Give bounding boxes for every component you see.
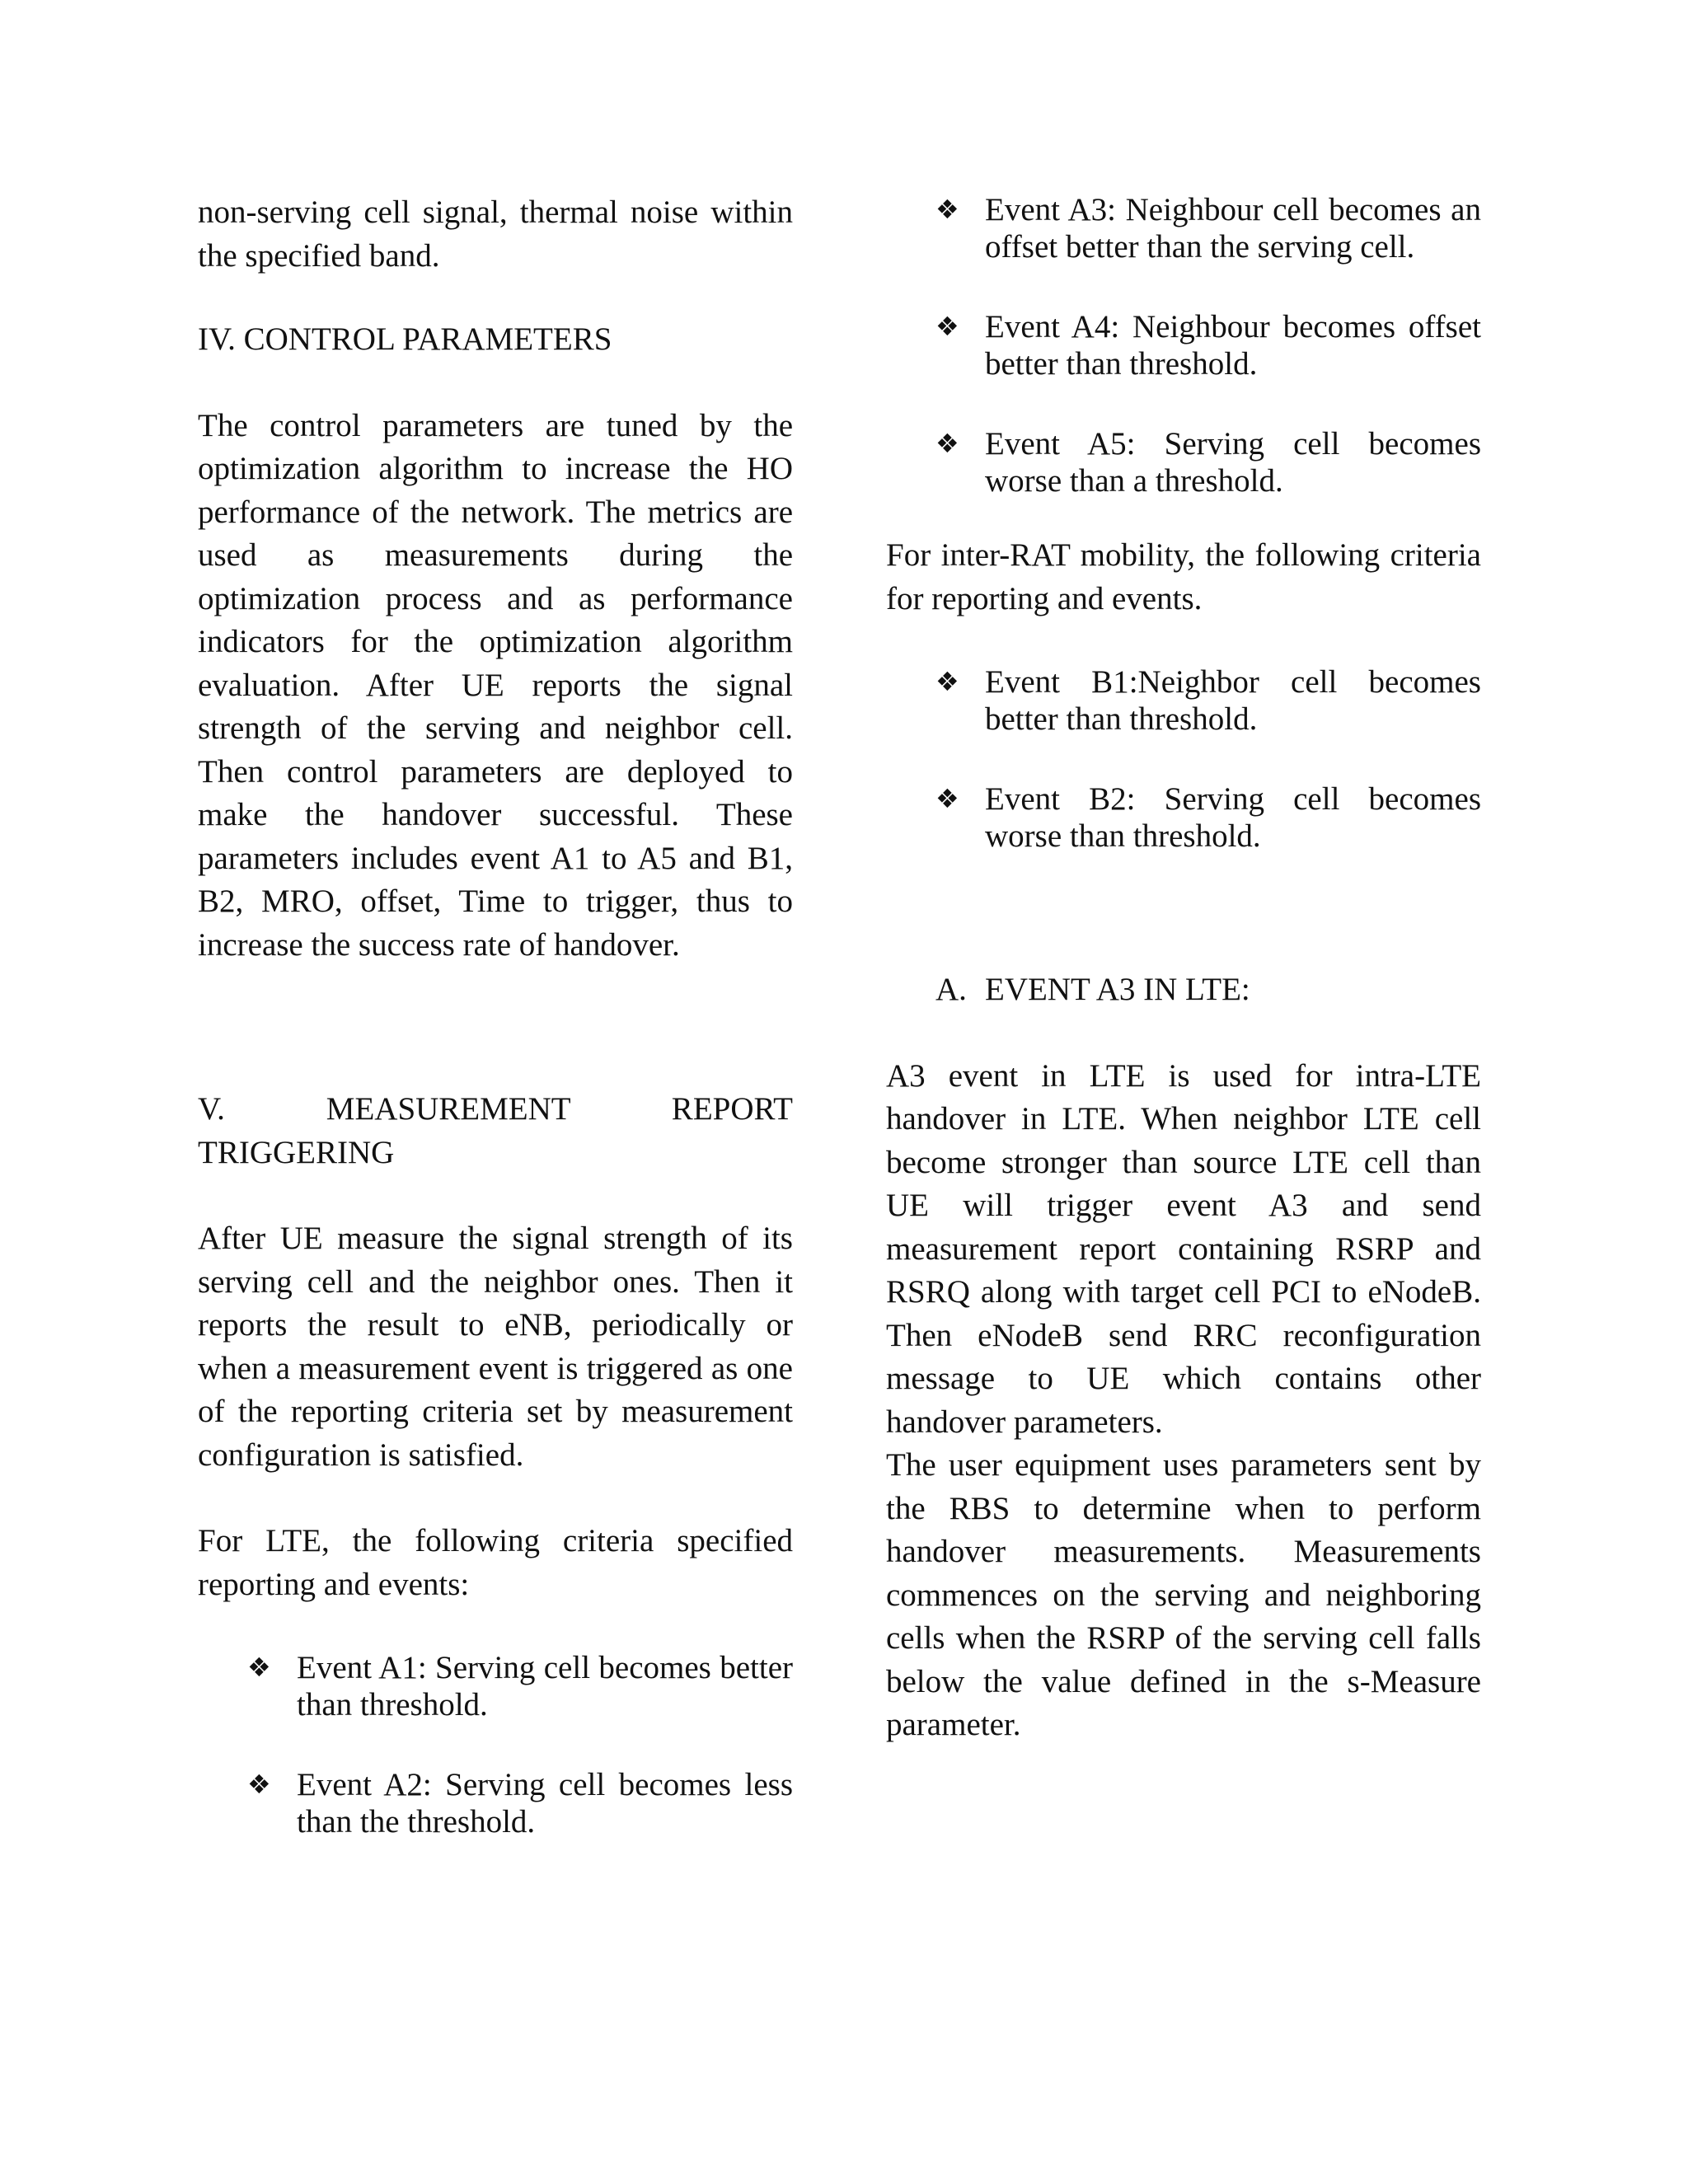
right-column: [886, 191, 1481, 1747]
event-a1-text: Event A1: Serving cell becomes better than threshold.: [297, 1650, 793, 1722]
bullet-diamond-icon: ❖: [935, 666, 959, 697]
list-item: [886, 191, 1481, 265]
bullet-diamond-icon: ❖: [935, 311, 959, 342]
subsection-a-body-2: The user equipment uses parameters sent by the RBS to determine when to perform handover measurements. Measurements commences on the serving and neighboring cells when the RSRP of the serving cell falls below the value defined in the s-Measure parameter.: [886, 1447, 1481, 1742]
bullet-diamond-icon: ❖: [935, 783, 959, 814]
subsection-a-title: EVENT A3 IN LTE:: [985, 972, 1250, 1007]
list-item: [198, 1649, 793, 1723]
section-v-heading: V. MEASUREMENT REPORT TRIGGERING: [198, 1091, 793, 1170]
bullet-diamond-icon: ❖: [935, 428, 959, 459]
lte-event-list-continued: [886, 191, 1481, 499]
event-a3-text: Event A3: Neighbour cell becomes an offset better than the serving cell.: [985, 192, 1481, 265]
event-b2-text: Event B2: Serving cell becomes worse than threshold.: [985, 781, 1481, 854]
bullet-diamond-icon: ❖: [247, 1652, 271, 1683]
section-iv-body: The control parameters are tuned by the optimization algorithm to increase the HO performance of the network. The metrics are used as measurements during the optimization process and as performance indicators for the optimization algorithm evaluation. After UE reports the signal strength of the serving and neighbor cell. Then control parameters are deployed to make the handover successful. These parameters includes event A1 to A5 and B1, B2, MRO, offset, Time to trigger, thus to increase the success rate of handover.: [198, 407, 793, 963]
list-item: [886, 780, 1481, 855]
lte-intro-paragraph: For LTE, the following criteria specified reporting and events:: [198, 1523, 793, 1602]
list-item: [886, 663, 1481, 738]
event-a5-text: Event A5: Serving cell becomes worse than a threshold.: [985, 426, 1481, 499]
continuation-paragraph: non-serving cell signal, thermal noise within the specified band.: [198, 194, 793, 274]
subsection-a-body-1: A3 event in LTE is used for intra-LTE handover in LTE. When neighbor LTE cell become stronger than source LTE cell than UE will trigger event A3 and send measurement report containing RSRP and RSRQ along with target cell PCI to eNodeB. Then eNodeB send RRC reconfiguration message to UE which contains other handover parameters.: [886, 1057, 1481, 1440]
bullet-diamond-icon: ❖: [935, 194, 959, 225]
subsection-a-heading: [886, 968, 1481, 1012]
event-a2-text: Event A2: Serving cell becomes less than the threshold.: [297, 1767, 793, 1840]
inter-rat-intro-paragraph: For inter-RAT mobility, the following criteria for reporting and events.: [886, 537, 1481, 616]
list-item: [886, 308, 1481, 382]
lte-event-list: [198, 1649, 793, 1840]
bullet-diamond-icon: ❖: [247, 1769, 271, 1800]
event-a4-text: Event A4: Neighbour becomes offset better than threshold.: [985, 309, 1481, 382]
list-item: [886, 425, 1481, 499]
inter-rat-event-list: [886, 663, 1481, 855]
list-item: [198, 1766, 793, 1840]
subsection-a-label: A.: [935, 972, 967, 1007]
section-v-body: After UE measure the signal strength of its serving cell and the neighbor ones. Then it reports the result to eNB, periodically or when a measurement event is triggered as one of the reporting criteria set by measurement configuration is satisfied.: [198, 1221, 793, 1473]
left-column: [198, 191, 793, 1840]
section-iv-heading: IV. CONTROL PARAMETERS: [198, 321, 612, 357]
event-b1-text: Event B1:Neighbor cell becomes better than threshold.: [985, 664, 1481, 737]
